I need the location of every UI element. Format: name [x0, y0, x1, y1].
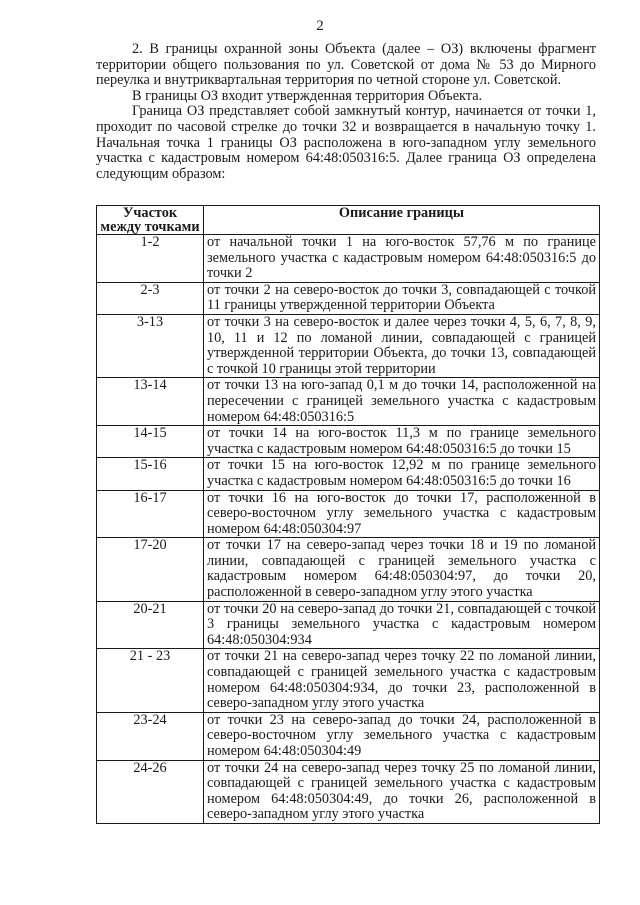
- segment-header-line2: между точками: [100, 219, 200, 235]
- description-cell: от точки 3 на северо-восток и далее через точки 4, 5, 6, 7, 8, 9, 10, 11 и 12 по ломаной линии, совпадающей с границей утвержденной территории Объекта, до точки 13, совпадающей с точкой 10 границы этой территории: [204, 314, 600, 377]
- description-cell: от точки 2 на северо-восток до точки 3, совпадающей с точкой 11 границы утвержденной территории Объекта: [204, 282, 600, 314]
- description-column-header: Описание границы: [204, 206, 600, 235]
- table-row: [97, 490, 600, 538]
- table-row: [97, 649, 600, 712]
- table-row: [97, 760, 600, 823]
- intro-text: [96, 42, 596, 182]
- description-cell: от точки 24 на северо-запад через точку 25 по ломаной линии, совпадающей с границей земельного участка с кадастровым номером 64:48:050304:49, до точки 26, расположенной в северо-западном углу этого участка: [204, 760, 600, 823]
- segment-cell: 20-21: [97, 601, 204, 649]
- table-header-row: [97, 206, 600, 235]
- boundary-table: [96, 205, 600, 824]
- table-row: [97, 712, 600, 760]
- description-cell: от точки 21 на северо-запад через точку 22 по ломаной линии, совпадающей с границей земельного участка с кадастровым номером 64:48:050304:934, до точки 23, расположенной в северо-западном углу этого участка: [204, 649, 600, 712]
- segment-column-header: [97, 206, 204, 235]
- table-row: [97, 282, 600, 314]
- segment-cell: 17-20: [97, 538, 204, 601]
- description-cell: от точки 20 на северо-запад до точки 21, совпадающей с точкой 3 границы земельного участка с кадастровым номером 64:48:050304:934: [204, 601, 600, 649]
- intro-paragraph: Граница ОЗ представляет собой замкнутый контур, начинается от точки 1, проходит по часовой стрелке до точки 32 и возвращается в начальную точку 1. Начальная точка 1 границы ОЗ расположена в юго-западном углу земельного участка с кадастровым номером 64:48:050316:5. Далее граница ОЗ определена следующим образом:: [96, 103, 596, 182]
- description-cell: от точки 17 на северо-запад через точки 18 и 19 по ломаной линии, совпадающей с границей земельного участка с кадастровым номером 64:48:050304:97, до точки 20, расположенной в северо-западном углу этого участка: [204, 538, 600, 601]
- table-row: [97, 601, 600, 649]
- table-row: [97, 314, 600, 377]
- segment-cell: 13-14: [97, 378, 204, 426]
- segment-cell: 1-2: [97, 235, 204, 283]
- description-cell: от точки 15 на юго-восток 12,92 м по границе земельного участка с кадастровым номером 64:48:050316:5 до точки 16: [204, 458, 600, 490]
- table-row: [97, 426, 600, 458]
- intro-paragraph: 2. В границы охранной зоны Объекта (далее – ОЗ) включены фрагмент территории общего пользования по ул. Советской от дома № 53 до Мирного переулка и внутриквартальная территория по четной стороне ул. Советской.: [96, 41, 596, 89]
- description-cell: от точки 14 на юго-восток 11,3 м по границе земельного участка с кадастровым номером 64:48:050316:5 до точки 15: [204, 426, 600, 458]
- segment-cell: 24-26: [97, 760, 204, 823]
- table-row: [97, 378, 600, 426]
- intro-paragraph: В границы ОЗ входит утвержденная территория Объекта.: [132, 87, 483, 104]
- table-body: [97, 235, 600, 824]
- description-cell: от точки 23 на северо-запад до точки 24, расположенной в северо-восточном углу земельного участка с кадастровым номером 64:48:050304:49: [204, 712, 600, 760]
- segment-header-line1: Участок: [122, 205, 178, 221]
- segment-cell: 3-13: [97, 314, 204, 377]
- table-row: [97, 458, 600, 490]
- table-row: [97, 538, 600, 601]
- segment-cell: 16-17: [97, 490, 204, 538]
- description-cell: от точки 16 на юго-восток до точки 17, расположенной в северо-восточном углу земельного участка с кадастровым номером 64:48:050304:97: [204, 490, 600, 538]
- segment-cell: 23-24: [97, 712, 204, 760]
- segment-cell: 14-15: [97, 426, 204, 458]
- page-number: 2: [316, 18, 324, 34]
- segment-cell: 15-16: [97, 458, 204, 490]
- description-cell: от точки 13 на юго-запад 0,1 м до точки 14, расположенной на пересечении с границей земельного участка с кадастровым номером 64:48:050316:5: [204, 378, 600, 426]
- segment-cell: 21 - 23: [97, 649, 204, 712]
- segment-cell: 2-3: [97, 282, 204, 314]
- description-cell: от начальной точки 1 на юго-восток 57,76 м по границе земельного участка с кадастровым номером 64:48:050316:5 до точки 2: [204, 235, 600, 283]
- table-row: [97, 235, 600, 283]
